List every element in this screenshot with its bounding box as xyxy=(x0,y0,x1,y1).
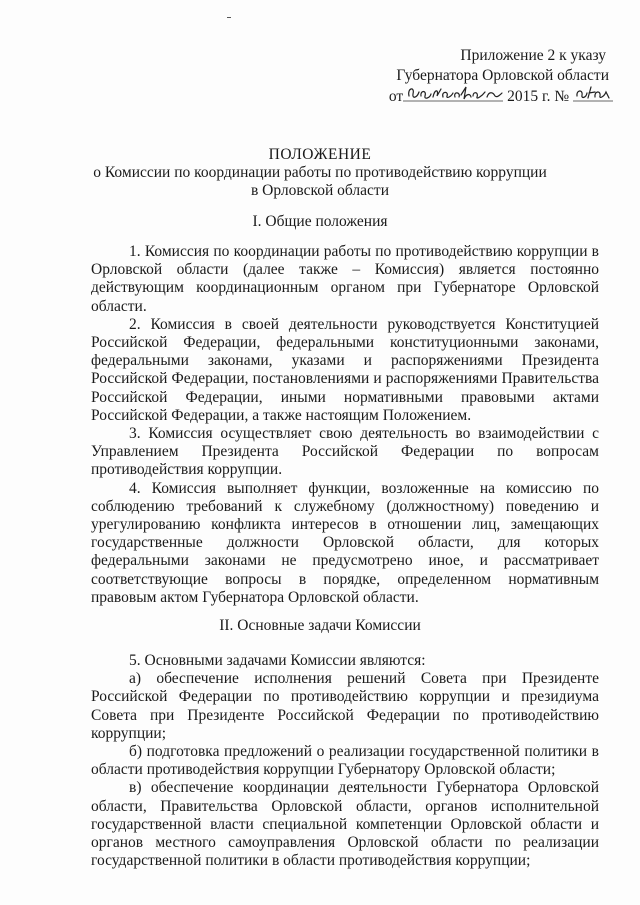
appendix-header xyxy=(384,46,624,107)
section-2-heading: II. Основные задачи Комиссии xyxy=(219,617,421,634)
document-subtitle-line-2: в Орловской области xyxy=(250,182,389,199)
handwritten-date xyxy=(403,86,503,104)
section-2-body xyxy=(91,652,599,870)
document-subtitle-line-1: о Комиссии по координации работы по противодействию коррупции xyxy=(93,164,547,181)
appendix-line-2: Губернатора Орловской области xyxy=(396,67,609,84)
handwritten-number xyxy=(573,86,613,104)
paragraph: а) обеспечение исполнения решений Совета при Президенте Российской Федерации по противодействию коррупции и президиума Совета при Президенте Российской Федерации по противодействию коррупции; xyxy=(91,670,599,742)
date-prefix: от xyxy=(388,88,404,105)
paragraph: 3. Комиссия осуществляет свою деятельность во взаимодействии с Управлением Президента Российской Федерации по вопросам противодействия коррупции. xyxy=(91,425,599,479)
document-title: ПОЛОЖЕНИЕ xyxy=(268,146,372,163)
scan-mark xyxy=(227,17,231,18)
date-year: 2015 г. № xyxy=(507,88,570,105)
handwritten-number-graphic xyxy=(573,82,613,106)
appendix-line-3 xyxy=(384,86,624,107)
paragraph: 1. Комиссия по координации работы по противодействию коррупции в Орловской области (далее также – Комиссия) является постоянно действующим координационным органом при Губернаторе Орловской области. xyxy=(91,243,599,315)
section-1-heading: I. Общие положения xyxy=(252,213,388,230)
handwritten-date-graphic xyxy=(403,82,503,106)
appendix-line-1: Приложение 2 к указу xyxy=(460,47,606,64)
paragraph: 4. Комиссия выполняет функции, возложенные на комиссию по соблюдению требований к служебному (должностному) поведению и урегулированию конфликта интересов в отношении лиц, замещающих государственные должности Орловской области, для которых федеральными законами не предусмотрено иное, и рассматривает соответствующие вопросы в порядке, определенном нормативным правовым актом Губернатора Орловской области. xyxy=(91,479,599,606)
section-1-body xyxy=(91,243,599,607)
paragraph: 2. Комиссия в своей деятельности руководствуется Конституцией Российской Федерации, федеральными конституционными законами, федеральными законами, указами и распоряжениями Президента Российской Федерации, постановлениями и распоряжениями Правительства Российской Федерации, иными нормативными правовыми актами Российской Федерации, а также настоящим Положением. xyxy=(91,315,599,424)
paragraph: в) обеспечение координации деятельности Губернатора Орловской области, Правительства Орловской области, органов исполнительной государственной власти специальной компетенции Орловской области и органов местного самоуправления Орловской области по реализации государственной политики в области противодействия коррупции; xyxy=(91,779,599,870)
paragraph: 5. Основными задачами Комиссии являются: xyxy=(129,652,426,669)
paragraph: б) подготовка предложений о реализации государственной политики в области противодействия коррупции Губернатору Орловской области; xyxy=(91,743,599,779)
